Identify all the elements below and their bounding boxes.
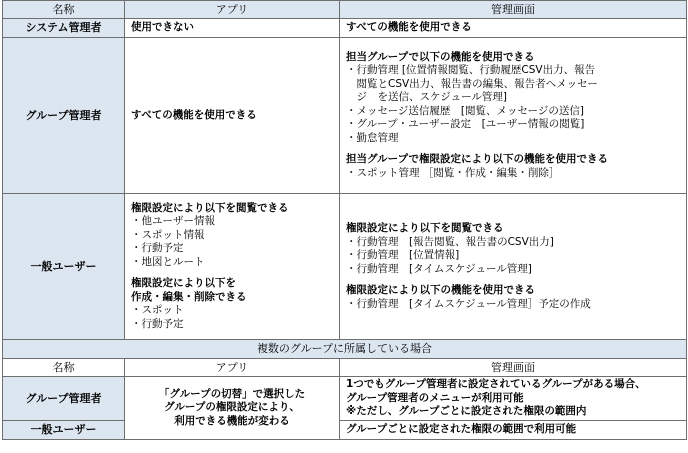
list-item: ・行動予定 <box>131 242 184 255</box>
list-item: ・行動管理 [タイムスケジュール管理］予定の作成 <box>346 297 591 310</box>
multi-header-name: 名称 <box>3 359 125 377</box>
list-item: ・行動管理 [位置情報] <box>346 249 460 261</box>
list-item: ・行動管理 [タイムスケジュール管理] <box>346 262 532 275</box>
header-app: アプリ <box>125 1 340 19</box>
multi-group-admin-admin <box>340 377 687 421</box>
multi-header-app: アプリ <box>125 359 340 377</box>
list-item: ・グループ・ユーザー設定 [ユーザー情報の閲覧] <box>346 118 585 131</box>
list-item: ・メッセージ送信履歴 [閲覧、メッセージの送信] <box>346 104 584 117</box>
permissions-table <box>2 0 687 440</box>
multi-general-user-name: 一般ユーザー <box>3 421 125 440</box>
list-item: ・行動予定 <box>131 317 184 330</box>
group-admin-admin-title1: 担当グループで以下の機能を使用できる <box>346 50 535 63</box>
general-user-app-title1: 権限設定により以下を閲覧できる <box>131 201 289 214</box>
list-item: ・スポット情報 <box>131 228 205 241</box>
list-item: ・スポット <box>131 304 184 317</box>
header-name: 名称 <box>3 1 125 19</box>
multi-general-user-admin: グループごとに設定された権限の範囲で利用可能 <box>340 421 687 440</box>
table-header-row <box>3 1 687 19</box>
multi-app-text <box>125 377 340 440</box>
general-user-app-title2-line2: 作成・編集・削除できる <box>131 290 247 303</box>
list-item: ・スポット管理 ［閲覧・作成・編集・削除］ <box>346 166 560 179</box>
group-admin-admin-title2: 担当グループで権限設定により以下の機能を使用できる <box>346 153 608 166</box>
row-general-user <box>3 194 687 340</box>
group-admin-app: すべての機能を使用できる <box>125 38 340 194</box>
group-admin-name: グループ管理者 <box>3 38 125 194</box>
general-user-admin <box>340 194 687 340</box>
multi-header-admin: 管理画面 <box>340 359 687 377</box>
multi-group-admin-name: グループ管理者 <box>3 377 125 421</box>
multi-app-line2: グループの権限設定により、 <box>164 401 300 414</box>
sysadmin-name: システム管理者 <box>3 19 125 38</box>
general-user-app-title2-line1: 権限設定により以下を <box>131 277 236 290</box>
general-user-app <box>125 194 340 340</box>
list-item: ・他ユーザー情報 <box>131 215 215 228</box>
multi-app-line3: 利用できる機能が変わる <box>174 414 290 427</box>
header-admin: 管理画面 <box>340 1 687 19</box>
multi-group-section-title: 複数のグループに所属している場合 <box>3 340 687 359</box>
general-user-name: 一般ユーザー <box>3 194 125 340</box>
multi-app-line1: 「グループの切替」で選択した <box>158 387 306 400</box>
row-sysadmin <box>3 19 687 38</box>
list-item: ・地図とルート <box>131 255 205 268</box>
list-item: ・行動管理 [位置情報閲覧、行動履歴CSV出力、報告 <box>346 64 596 77</box>
multi-group-admin-line3: ※ただし、グループごとに設定された権限の範囲内 <box>346 405 587 418</box>
sysadmin-admin: すべての機能を使用できる <box>340 19 687 38</box>
multi-row-general-user <box>3 421 687 440</box>
multi-group-admin-line1: 1つでもグループ管理者に設定されているグループがある場合、 <box>346 378 646 391</box>
multi-group-section-row <box>3 340 687 359</box>
list-item: ・行動管理 [報告閲覧、報告書のCSV出力] <box>346 235 554 248</box>
list-item: 閲覧とCSV出力、報告書の編集、報告者へメッセー <box>346 77 598 90</box>
group-admin-admin <box>340 38 687 194</box>
sysadmin-app: 使用できない <box>125 19 340 38</box>
general-user-admin-title2: 権限設定により以下の機能を使用できる <box>346 284 535 296</box>
general-user-admin-title1: 権限設定により以下を閲覧できる <box>346 222 504 234</box>
multi-row-group-admin <box>3 377 687 421</box>
list-item: ・勤怠管理 <box>346 131 399 144</box>
row-group-admin <box>3 38 687 194</box>
multi-header-row <box>3 359 687 377</box>
list-item: ジ を送信、スケジュール管理] <box>346 91 507 104</box>
multi-group-admin-line2: グループ管理者のメニューが利用可能 <box>346 391 524 404</box>
